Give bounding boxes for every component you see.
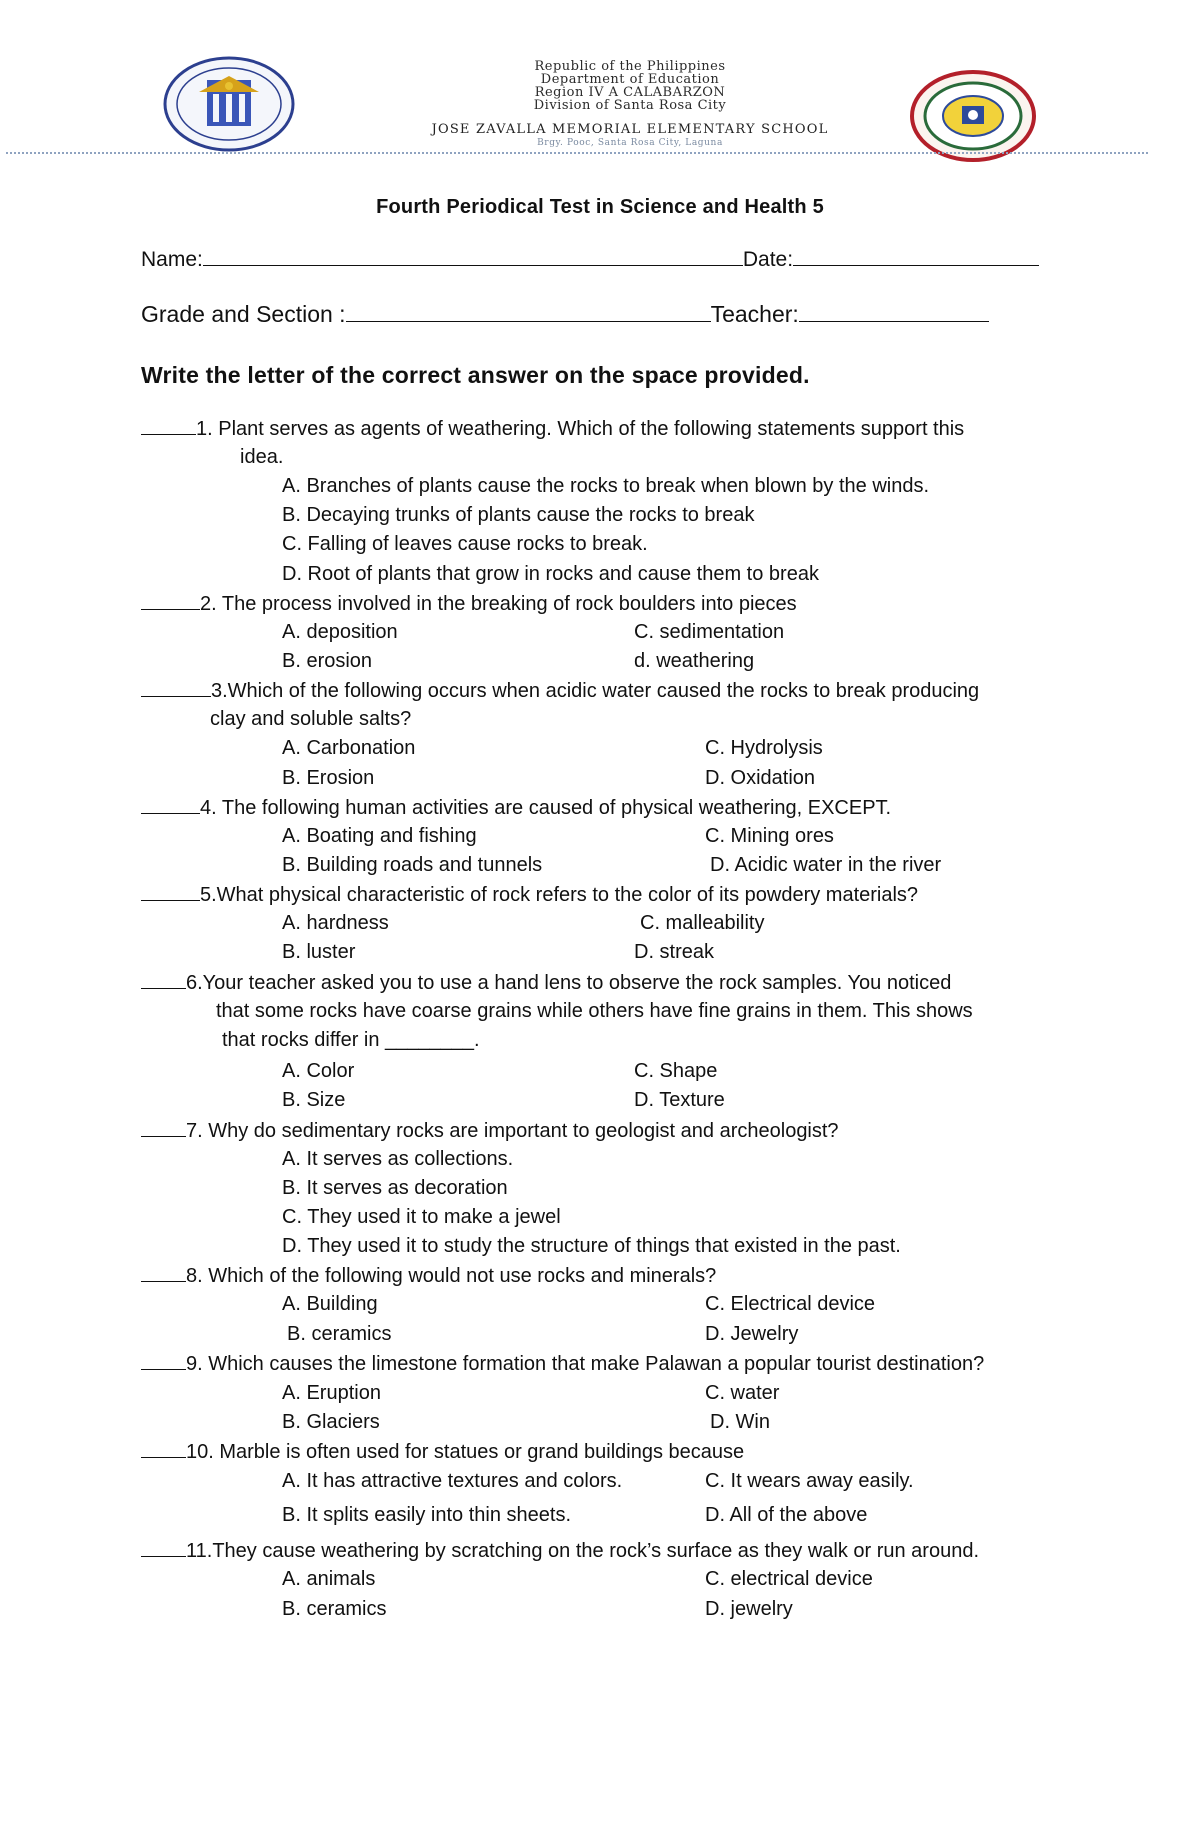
question-2 [141, 589, 797, 619]
option: D. They used it to study the structure of things that existed in the past. [282, 1235, 901, 1257]
option: C. water [705, 1382, 780, 1404]
option: A. Branches of plants cause the rocks to break when blown by the winds. [282, 475, 930, 497]
question-text-cont: that rocks differ in ________. [222, 1029, 480, 1051]
question-text: 4. The following human activities are caused of physical weathering, EXCEPT. [200, 797, 892, 819]
answer-blank[interactable] [141, 1536, 186, 1557]
teacher-label: Teacher: [710, 301, 799, 327]
question-text-cont: that some rocks have coarse grains while others have fine grains in them. This shows [216, 1000, 973, 1022]
answer-blank[interactable] [141, 1437, 186, 1458]
page-title: Fourth Periodical Test in Science and Health 5 [376, 196, 824, 218]
answer-blank[interactable] [141, 880, 200, 901]
grade-teacher-row [141, 301, 989, 328]
option: B. It serves as decoration [282, 1177, 508, 1199]
school-seal-icon [910, 70, 1036, 162]
question-3 [141, 676, 979, 706]
option: B. luster [282, 941, 356, 963]
option: A. It has attractive textures and colors. [282, 1470, 623, 1492]
letterhead-line: Republic of the Philippines [534, 59, 726, 74]
question-text: 11.They cause weathering by scratching on the rock’s surface as they walk or run around. [186, 1540, 980, 1562]
question-text: 1. Plant serves as agents of weathering. Which of the following statements support this [196, 418, 965, 440]
letterhead-line: Region IV A CALABARZON [534, 85, 726, 100]
name-label: Name: [141, 248, 203, 271]
question-4 [141, 793, 891, 823]
option: D. All of the above [705, 1504, 868, 1526]
option: B. Building roads and tunnels [282, 854, 543, 876]
option: C. It wears away easily. [705, 1470, 914, 1492]
school-address: Brgy. Pooc, Santa Rosa City, Laguna [537, 138, 723, 148]
header-divider [6, 152, 1148, 154]
option: A. animals [282, 1568, 376, 1590]
teacher-field[interactable] [799, 303, 989, 322]
option: C. malleability [640, 912, 765, 934]
option: A. Building [282, 1293, 378, 1315]
school-name: JOSE ZAVALLA MEMORIAL ELEMENTARY SCHOOL [431, 122, 829, 137]
question-8 [141, 1261, 716, 1291]
option: B. Size [282, 1089, 346, 1111]
option: D. jewelry [705, 1598, 793, 1620]
letterhead-text [380, 60, 880, 148]
question-text: 6.Your teacher asked you to use a hand lens to observe the rock samples. You noticed [186, 972, 952, 994]
deped-seal-icon [163, 56, 295, 152]
answer-blank[interactable] [141, 1116, 186, 1137]
question-text: 7. Why do sedimentary rocks are important to geologist and archeologist? [186, 1120, 839, 1142]
date-field[interactable] [793, 247, 1039, 266]
question-5 [141, 880, 918, 910]
question-7 [141, 1116, 839, 1146]
option: B. ceramics [282, 1598, 387, 1620]
name-date-row [141, 247, 1039, 272]
option: B. It splits easily into thin sheets. [282, 1504, 572, 1526]
option: B. Erosion [282, 767, 375, 789]
option: D. streak [634, 941, 715, 963]
answer-blank[interactable] [141, 589, 200, 610]
question-10 [141, 1437, 744, 1467]
option: B. Glaciers [282, 1411, 380, 1433]
option: A. It serves as collections. [282, 1148, 514, 1170]
option: A. deposition [282, 621, 398, 643]
option: D. Win [710, 1411, 770, 1433]
letterhead [0, 0, 1200, 160]
option: D. Root of plants that grow in rocks and cause them to break [282, 563, 819, 585]
answer-blank[interactable] [141, 968, 186, 989]
option: D. Jewelry [705, 1323, 799, 1345]
question-text: 8. Which of the following would not use rocks and minerals? [186, 1265, 717, 1287]
question-text-cont: clay and soluble salts? [210, 708, 412, 730]
option: d. weathering [634, 650, 755, 672]
question-6 [141, 968, 951, 998]
grade-section-field[interactable] [346, 303, 711, 322]
question-9 [141, 1349, 984, 1379]
option: B. ceramics [287, 1323, 392, 1345]
question-text: 9. Which causes the limestone formation that make Palawan a popular tourist destination? [186, 1353, 985, 1375]
option: D. Oxidation [705, 767, 816, 789]
option: A. Color [282, 1060, 355, 1082]
answer-blank[interactable] [141, 1261, 186, 1282]
option: A. Boating and fishing [282, 825, 477, 847]
question-text-cont: idea. [240, 446, 284, 468]
option: A. Eruption [282, 1382, 381, 1404]
question-text: 3.Which of the following occurs when acidic water caused the rocks to break producing [211, 680, 980, 702]
option: C. Falling of leaves cause rocks to break. [282, 533, 648, 555]
instructions: Write the letter of the correct answer on the space provided. [141, 362, 810, 388]
option: B. Decaying trunks of plants cause the rocks to break [282, 504, 755, 526]
answer-blank[interactable] [141, 793, 200, 814]
letterhead-line: Division of Santa Rosa City [533, 98, 727, 113]
option: A. hardness [282, 912, 389, 934]
option: C. Mining ores [705, 825, 834, 847]
option: C. Electrical device [705, 1293, 876, 1315]
question-1 [141, 414, 964, 444]
answer-blank[interactable] [141, 676, 211, 697]
answer-blank[interactable] [141, 1349, 186, 1370]
option: C. They used it to make a jewel [282, 1206, 561, 1228]
question-11 [141, 1536, 979, 1566]
option: D. Acidic water in the river [710, 854, 942, 876]
answer-blank[interactable] [141, 414, 196, 435]
date-label: Date: [742, 248, 794, 271]
grade-section-label: Grade and Section : [141, 301, 346, 327]
option: C. Hydrolysis [705, 737, 823, 759]
option: B. erosion [282, 650, 373, 672]
letterhead-line: Department of Education [540, 72, 720, 87]
name-field[interactable] [203, 247, 743, 266]
question-text: 2. The process involved in the breaking of rock boulders into pieces [200, 593, 797, 615]
option: C. sedimentation [634, 621, 785, 643]
option: C. electrical device [705, 1568, 873, 1590]
option: A. Carbonation [282, 737, 416, 759]
question-text: 10. Marble is often used for statues or grand buildings because [186, 1441, 745, 1463]
question-text: 5.What physical characteristic of rock refers to the color of its powdery materials? [200, 884, 919, 906]
option: C. Shape [634, 1060, 718, 1082]
option: D. Texture [634, 1089, 725, 1111]
